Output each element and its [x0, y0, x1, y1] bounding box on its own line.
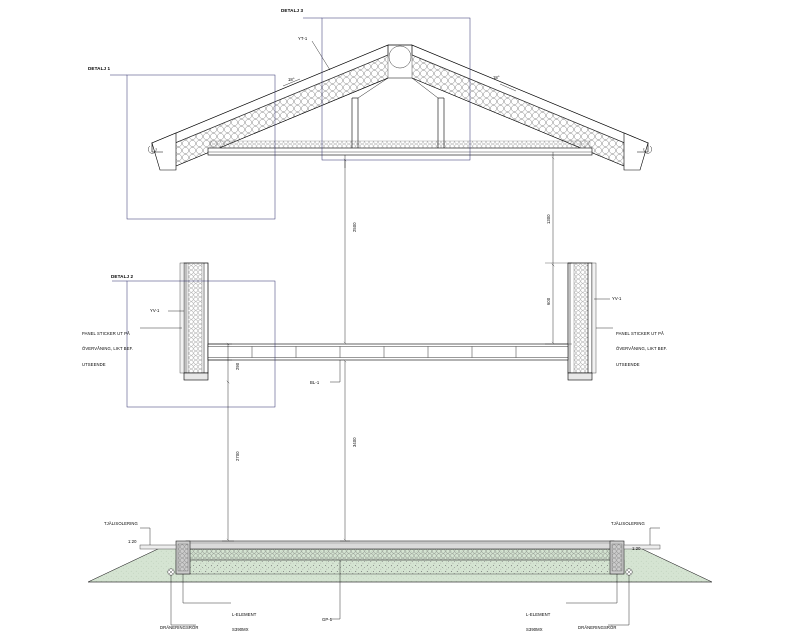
intermediate-floor [208, 344, 568, 382]
label-frost-insulation-left: TJÄLISOLERING [104, 521, 138, 526]
note-left-line-3: UTSEENDE [82, 362, 106, 367]
detail-tag-3: DETALJ 3 [281, 8, 304, 13]
note-left-line-1: PANEL STICKER UT PÅ [82, 330, 130, 336]
note-right [616, 320, 667, 378]
label-drainage-right: DRÄNERINGSRÖR [578, 625, 617, 630]
element-code-yv1-right: YV-1 [612, 296, 622, 301]
drainage-pipe-left [168, 569, 174, 575]
note-left-line-2: ÖVERVÅNING, LIKT BEF. [82, 346, 134, 352]
detail-tag-2: DETALJ 2 [111, 274, 134, 279]
note-right-line-2: ÖVERVÅNING, LIKT BEF. [616, 346, 668, 352]
l-element-right [610, 541, 624, 574]
exterior-wall-right [568, 263, 596, 380]
label-slope-right: 1:20 [632, 546, 641, 551]
label-frost-insulation-right: TJÄLISOLERING [611, 521, 645, 526]
label-l-element-right-line-1: L-ELEMENT [526, 611, 551, 617]
dimension-2500: 2500 [352, 222, 357, 232]
dimension-2700: 2700 [235, 451, 240, 461]
dimension-600: 600 [546, 297, 551, 305]
element-code-yt1: YT-1 [298, 36, 308, 41]
label-l-element-left [232, 601, 256, 643]
drainage-pipe-right [626, 569, 632, 575]
label-slope-left: 1:20 [128, 539, 137, 544]
angle-left: 18° [288, 77, 295, 82]
note-leaders [140, 299, 613, 328]
label-l-element-right-line-2: S390MX [526, 627, 543, 633]
note-left [82, 320, 133, 378]
element-code-gp1: GP-1 [322, 617, 333, 622]
exterior-wall-left [180, 263, 208, 380]
label-l-element-left-line-1: L-ELEMENT [232, 611, 257, 617]
note-right-line-3: UTSEENDE [616, 362, 640, 367]
l-element-left [176, 541, 190, 574]
element-code-yv1-left: YV-1 [150, 308, 160, 313]
label-l-element-left-line-2: S390MX [232, 627, 249, 633]
dimension-290: 290 [235, 362, 240, 370]
dimension-3400: 3400 [352, 437, 357, 447]
note-right-line-1: PANEL STICKER UT PÅ [616, 330, 664, 336]
label-l-element-right [526, 601, 550, 643]
dimension-1300: 1300 [546, 214, 551, 224]
angle-right: 18° [493, 75, 500, 80]
detail-tag-1: DETALJ 1 [88, 66, 111, 71]
element-code-bl1: BL-1 [310, 380, 320, 385]
roof-structure [148, 41, 652, 170]
label-drainage-left: DRÄNERINGSRÖR [160, 625, 199, 630]
